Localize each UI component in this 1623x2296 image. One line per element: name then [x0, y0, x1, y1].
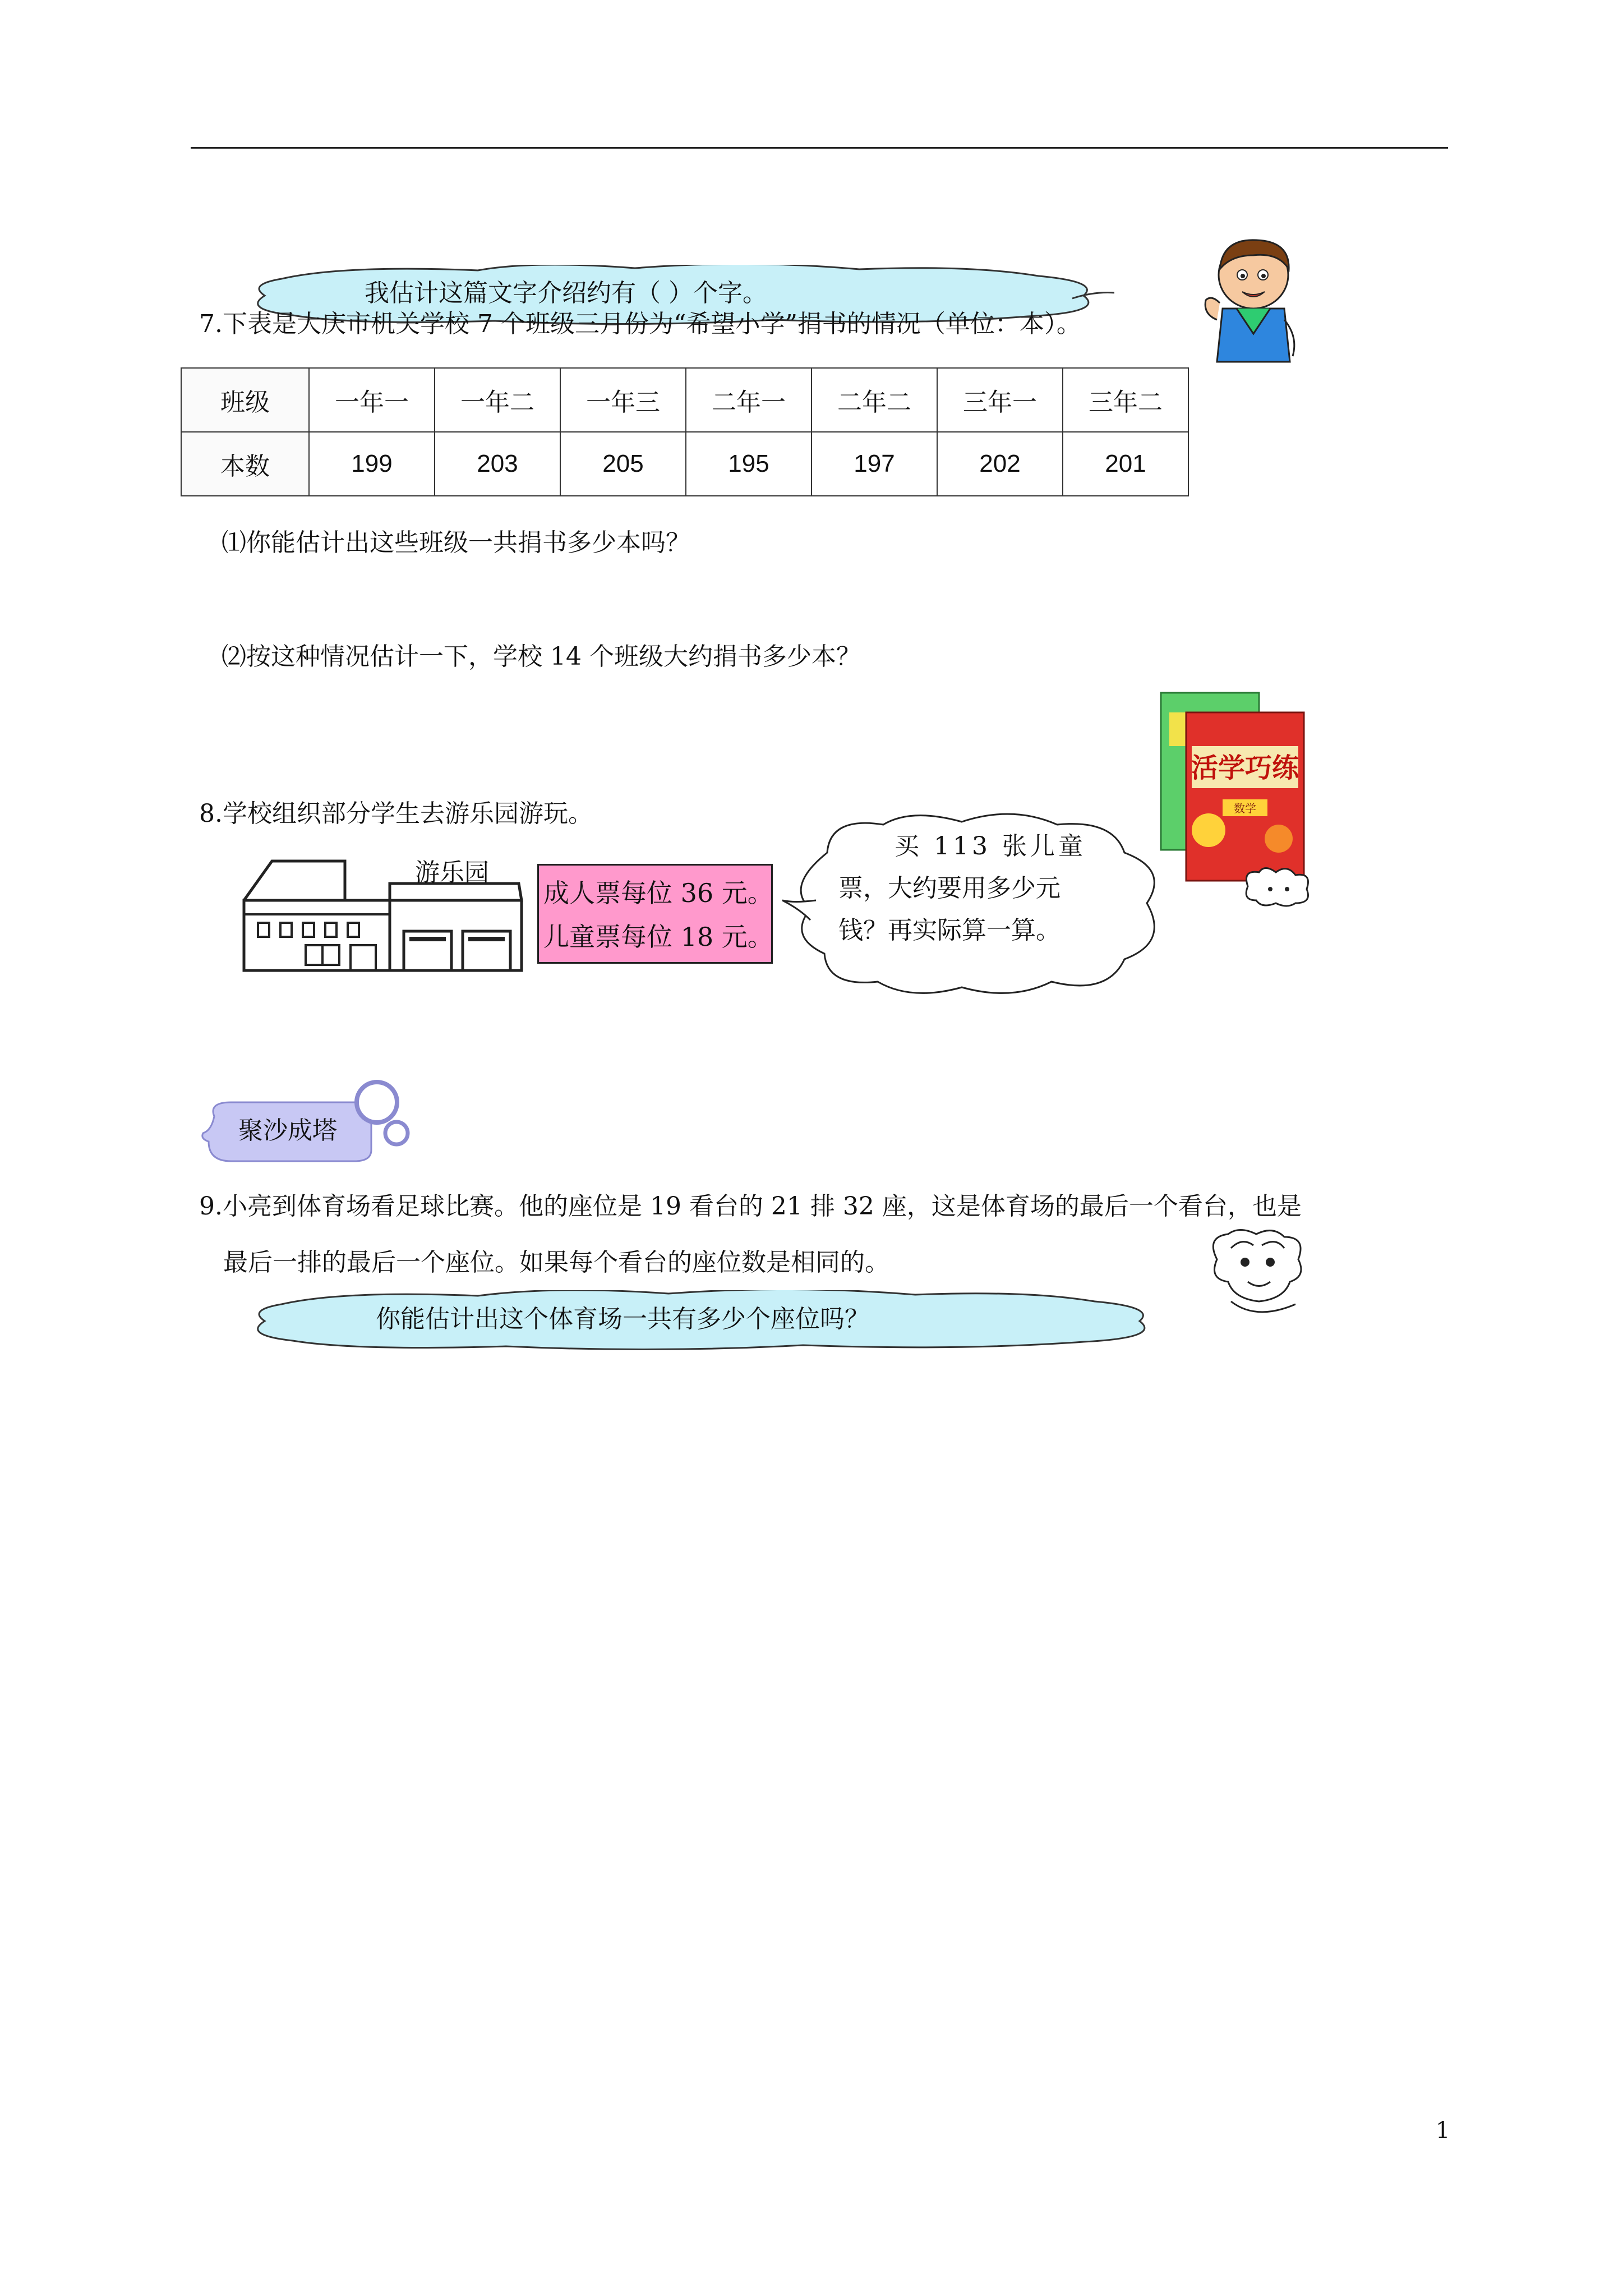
bubble-line1: 买 113 张儿童: [895, 832, 1086, 861]
q7-intro: 7.下表是大庆市机关学校 7 个班级三月份为“希望小学”捐书的情况（单位：本）。: [199, 310, 1081, 338]
price-child: 儿童票每位 18 元。: [543, 922, 773, 952]
count-cell: 201: [1063, 432, 1188, 496]
row-header-count: 本数: [181, 432, 309, 496]
cloud-text-q6: 我估计这篇文字介绍约有（ ）个字。: [365, 279, 767, 307]
q7-sub2: ⑵按这种情况估计一下，学校 14 个班级大约捐书多少本？: [222, 642, 861, 671]
count-cell: 202: [937, 432, 1063, 496]
count-cell: 199: [309, 432, 435, 496]
park-label: 游乐园: [415, 858, 489, 887]
class-cell: 一年三: [560, 368, 686, 432]
section-tag-label: 聚沙成塔: [238, 1116, 337, 1145]
class-cell: 三年二: [1063, 368, 1188, 432]
class-cell: 三年一: [937, 368, 1063, 432]
ticket-price-box: [537, 864, 773, 964]
q9-line2: 最后一排的最后一个座位。如果每个看台的座位数是相同的。: [223, 1248, 889, 1277]
price-adult: 成人票每位 36 元。: [543, 878, 773, 908]
q9-line1: 9.小亮到体育场看足球比赛。他的座位是 19 看台的 21 排 32 座，这是体育场的最后一个看台，也是: [199, 1192, 1302, 1221]
count-cell: 195: [686, 432, 811, 496]
count-cell: 203: [435, 432, 560, 496]
book-subject: 数学: [1234, 802, 1256, 815]
count-cell: 205: [560, 432, 686, 496]
table-row: [181, 432, 1188, 496]
q9-cloud-text: 你能估计出这个体育场一共有多少个座位吗？: [376, 1305, 869, 1333]
donation-table: [181, 367, 1189, 496]
curly-kid-icon: [1242, 864, 1315, 909]
class-cell: 一年一: [309, 368, 435, 432]
class-cell: 一年二: [435, 368, 560, 432]
bubble-line3: 钱？再实际算一算。: [838, 916, 1061, 945]
q8-intro: 8.学校组织部分学生去游乐园游玩。: [199, 799, 593, 828]
class-cell: 二年一: [686, 368, 811, 432]
bubble-line2: 票，大约要用多少元: [838, 874, 1061, 903]
girl-cartoon-icon: [1200, 1226, 1318, 1321]
count-cell: 197: [811, 432, 937, 496]
header-rule: [191, 147, 1448, 149]
table-row: [181, 368, 1188, 432]
row-header-class: 班级: [181, 368, 309, 432]
class-cell: 二年二: [811, 368, 937, 432]
q7-sub1: ⑴你能估计出这些班级一共捐书多少本吗？: [222, 528, 690, 557]
boy-cartoon-icon: [1200, 236, 1301, 365]
book-title: 活学巧练: [1191, 752, 1299, 784]
page-number: 1: [1436, 2118, 1450, 2143]
